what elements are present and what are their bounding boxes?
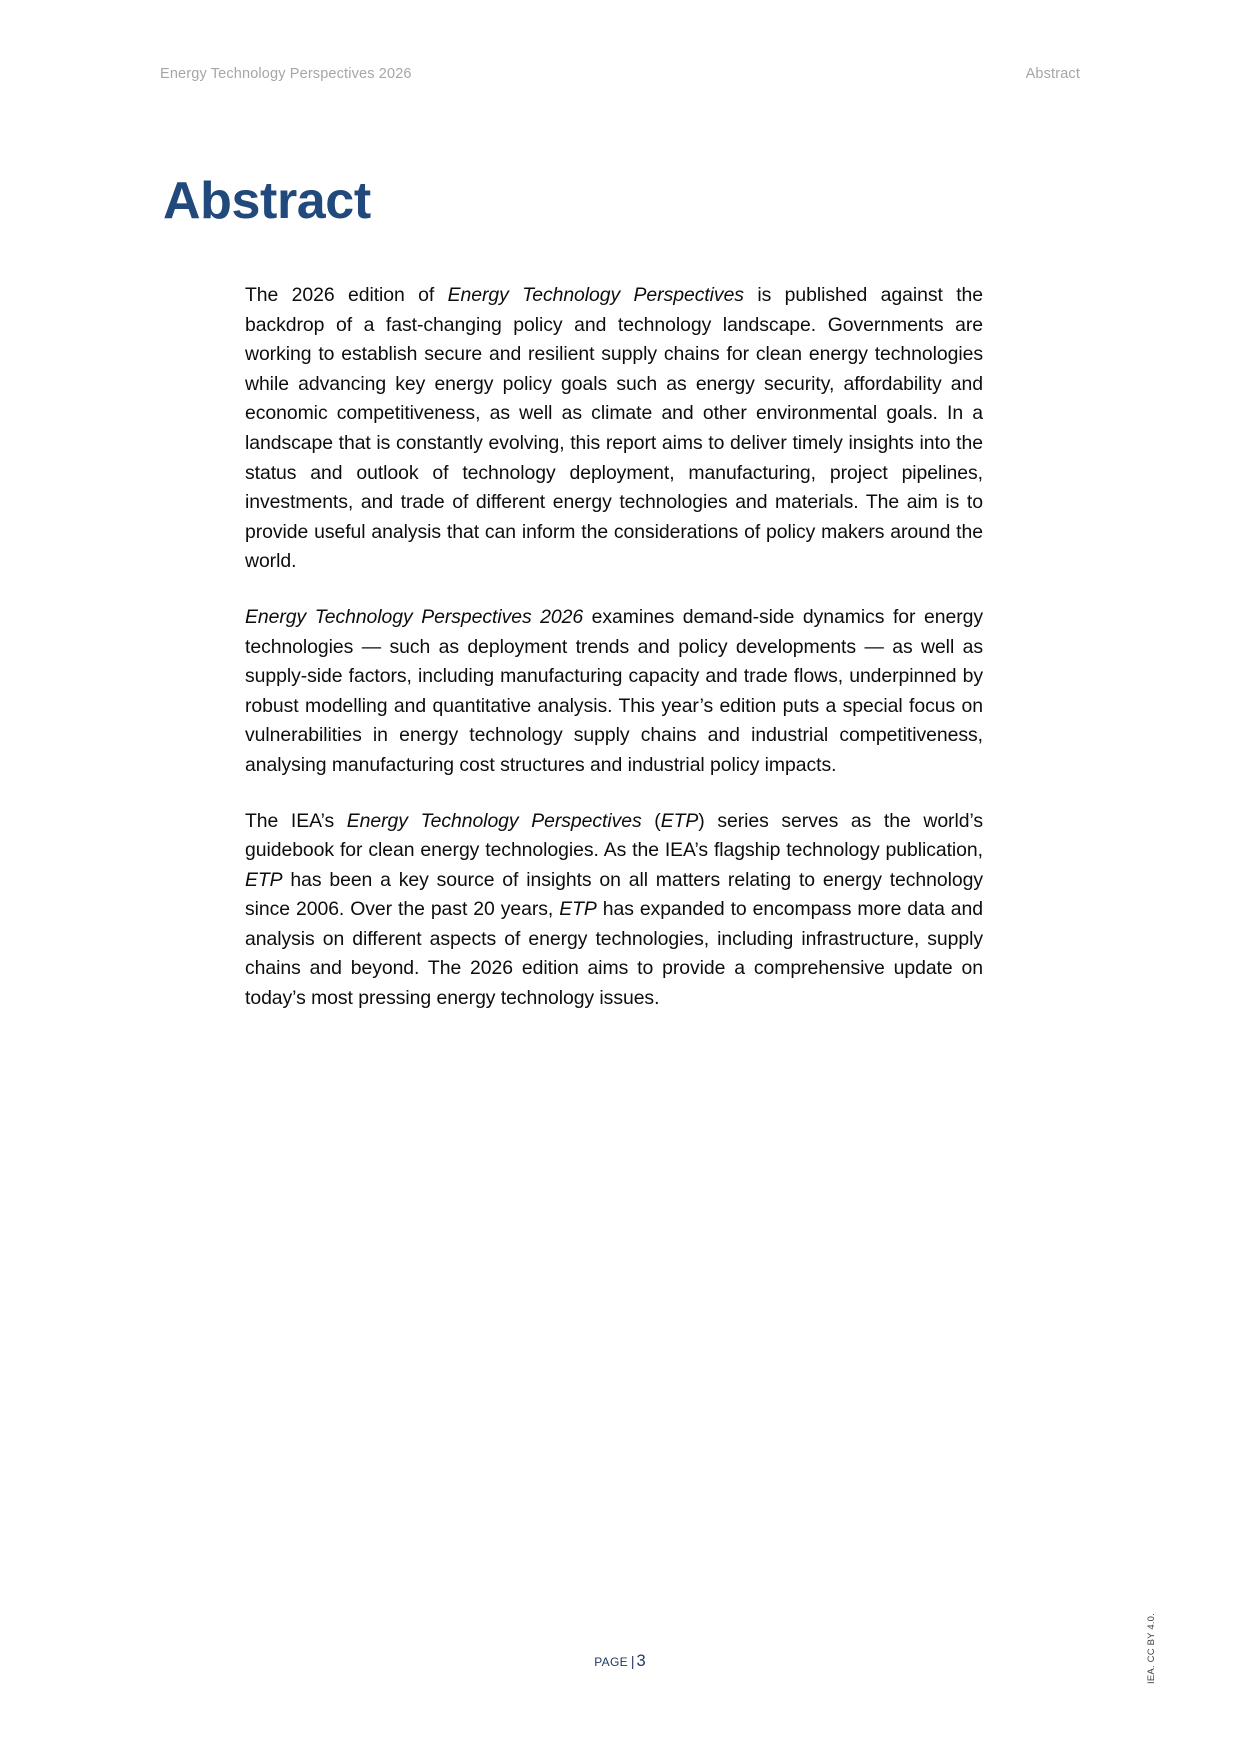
text-run: has expanded to encompass more data and analysis on different aspects of energy technologies, including infrastructure, supply chains and beyond. The 2026 edition aims to provide a comprehensive update on today’s most pressing energy technology issues. — [245, 898, 983, 1010]
emphasis-run: ETP — [559, 898, 597, 921]
text-run: ) series serves as the world’s guidebook for clean energy technologies. As the IEA’s flagship technology publication, — [245, 809, 984, 862]
text-run: The IEA’s — [245, 809, 347, 832]
emphasis-run: Energy Technology Perspectives 2026 — [245, 605, 584, 628]
paragraph-2 — [245, 603, 983, 781]
footer-page-label: page — [594, 1652, 628, 1670]
emphasis-run: Energy Technology Perspectives — [346, 809, 642, 832]
text-run: ( — [641, 809, 661, 832]
side-credit-label: IEA. CC BY 4.0. — [1146, 1613, 1157, 1684]
abstract-body — [245, 281, 983, 1014]
page-footer — [0, 1652, 1240, 1671]
text-run: is published against the backdrop of a fast-changing policy and technology landscape. Governments are working to establish secure and resilient supply chains for clean energy technologies while advancing key energy policy goals such as energy security, affordability and economic competitiveness, as well as climate and other environmental goals. In a landscape that is constantly evolving, this report aims to deliver timely insights into the status and outlook of technology deployment, manufacturing, project pipelines, investments, and trade of different energy technologies and materials. The aim is to provide useful analysis that can inform the considerations of policy makers around the world. — [245, 284, 984, 573]
running-header-left: Energy Technology Perspectives 2026 — [160, 66, 412, 82]
text-run: has been a key source of insights on all matters relating to energy technology since 2006. Over the past 20 years, — [245, 868, 983, 921]
footer-page-number: 3 — [636, 1652, 646, 1670]
running-header — [160, 66, 1080, 86]
emphasis-run: ETP — [245, 868, 283, 891]
emphasis-run: ETP — [660, 809, 699, 832]
text-run: examines demand-side dynamics for energy technologies — such as deployment trends and policy developments — as well as supply-side factors, including manufacturing capacity and trade flows, underpinned by robust modelling and quantitative analysis. This year’s edition puts a special focus on vulnerabilities in energy technology supply chains and industrial competitiveness, analysing manufacturing cost structures and industrial policy impacts. — [245, 605, 983, 776]
emphasis-run: Energy Technology Perspectives — [447, 284, 744, 306]
page-title: Abstract — [163, 171, 371, 230]
paragraph-3 — [245, 807, 983, 1014]
paragraph-1 — [245, 281, 983, 577]
running-header-right: Abstract — [1025, 66, 1080, 82]
text-run: The 2026 edition of — [245, 284, 448, 306]
footer-separator: | — [630, 1653, 635, 1669]
